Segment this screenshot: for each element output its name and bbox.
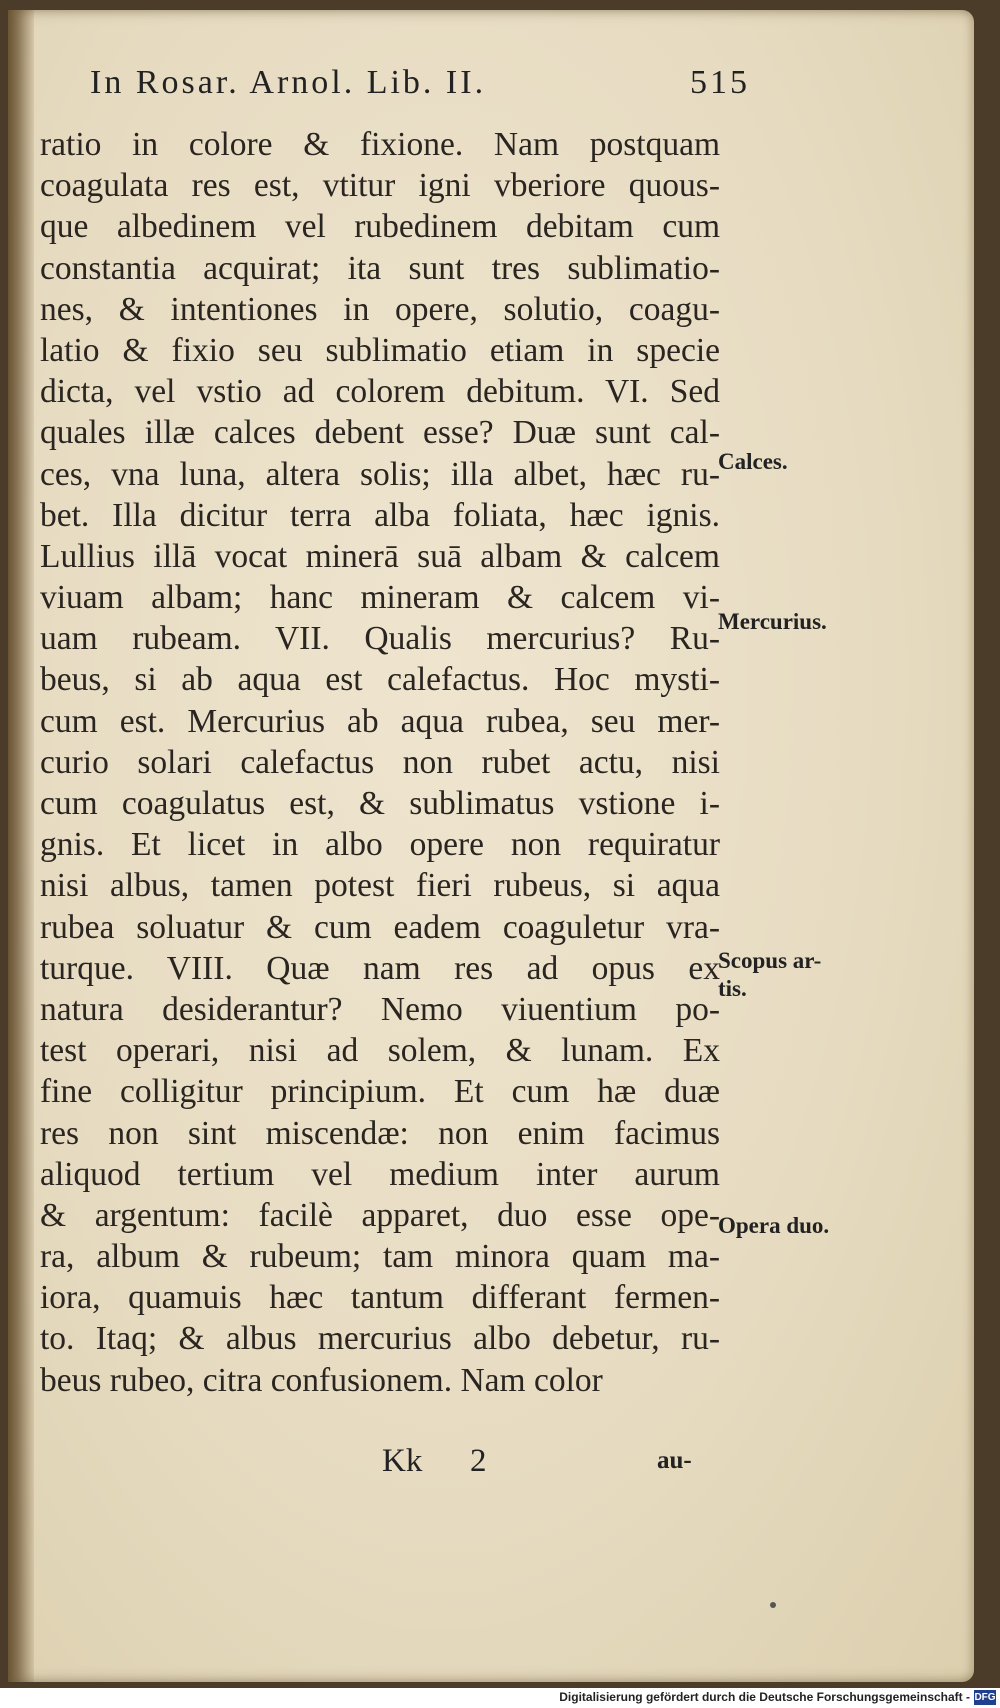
- text-line: curio solari calefactus non rubet actu, nisi: [40, 743, 720, 781]
- text-line: fine colligitur principium. Et cum hæ duæ: [40, 1073, 720, 1111]
- text-line: ratio in colore & fixione. Nam postquam: [40, 126, 720, 163]
- signature-number: 2: [470, 1443, 487, 1479]
- text-line: rubea soluatur & cum eadem coaguletur vra-: [40, 908, 720, 946]
- text-line: que albedinem vel rubedinem debitam cum: [40, 208, 720, 246]
- page-gutter-shadow: [8, 10, 34, 1682]
- text-line: cum coagulatus est, & sublimatus vstione i-: [40, 785, 720, 822]
- marginal-note-opera: Opera duo.: [718, 1213, 830, 1238]
- marginal-note-scopus: [718, 947, 821, 1003]
- signature-mark: Kk: [382, 1443, 423, 1479]
- text-line: gnis. Et licet in albo opere non requiratur: [40, 826, 720, 864]
- text-line: nes, & intentiones in opere, solutio, coagu-: [40, 290, 720, 328]
- running-header: [90, 64, 750, 102]
- text-line: res non sint miscendæ: non enim facimus: [40, 1114, 720, 1152]
- text-line: beus rubeo, citra confusionem. Nam color: [40, 1361, 603, 1399]
- text-line: to. Itaq; & albus mercurius albo debetur, ru-: [40, 1320, 720, 1358]
- marginal-note-mercurius: Mercurius.: [718, 609, 827, 634]
- text-line: & argentum: facilè apparet, duo esse ope-: [40, 1196, 720, 1234]
- text-line: cum est. Mercurius ab aqua rubea, seu mer-: [40, 702, 720, 740]
- text-line: dicta, vel vstio ad colorem debitum. VI. Sed: [40, 373, 720, 411]
- text-line: bet. Illa dicitur terra alba foliata, hæc ignis.: [40, 496, 720, 534]
- digitization-footer: [0, 1688, 1000, 1708]
- text-line: ra, album & rubeum; tam minora quam ma-: [40, 1238, 720, 1276]
- page-number: 515: [690, 64, 750, 101]
- marginal-note-scopus-line: tis.: [718, 976, 747, 1001]
- text-line: natura desiderantur? Nemo viuentium po-: [40, 990, 720, 1028]
- text-line: test operari, nisi ad solem, & lunam. Ex: [40, 1032, 720, 1070]
- text-line: constantia acquirat; ita sunt tres sublimatio-: [40, 249, 720, 287]
- running-title: In Rosar. Arnol. Lib. II.: [90, 64, 487, 101]
- catchword: au-: [657, 1447, 692, 1474]
- text-line: ces, vna luna, altera solis; illa albet, hæc ru-: [40, 455, 720, 493]
- text-line: aliquod tertium vel medium inter aurum: [40, 1155, 720, 1193]
- text-line: nisi albus, tamen potest fieri rubeus, si aqua: [40, 867, 720, 905]
- marginal-note-calces: Calces.: [718, 449, 788, 474]
- text-line: beus, si ab aqua est calefactus. Hoc mysti-: [40, 661, 720, 699]
- text-line: coagulata res est, vtitur igni vberiore quous-: [40, 167, 720, 205]
- text-line: quales illæ calces debent esse? Duæ sunt cal-: [40, 414, 720, 452]
- text-line: iora, quamuis hæc tantum differant fermen-: [40, 1279, 720, 1317]
- text-line: turque. VIII. Quæ nam res ad opus ex: [40, 949, 720, 987]
- marginal-note-scopus-line: Scopus ar-: [718, 948, 822, 973]
- text-line: latio & fixio seu sublimatio etiam in specie: [40, 331, 720, 369]
- paper-speck: [770, 1602, 776, 1608]
- digitization-credit: Digitalisierung gefördert durch die Deutsche Forschungsgemeinschaft -: [559, 1690, 970, 1704]
- text-line: viuam albam; hanc mineram & calcem vi-: [40, 579, 720, 617]
- text-line: Lullius illā vocat minerā suā albam & calcem: [40, 537, 720, 575]
- dfg-logo: DFG: [974, 1692, 996, 1703]
- text-line: uam rubeam. VII. Qualis mercurius? Ru-: [40, 620, 720, 658]
- main-text-block: [40, 124, 720, 1401]
